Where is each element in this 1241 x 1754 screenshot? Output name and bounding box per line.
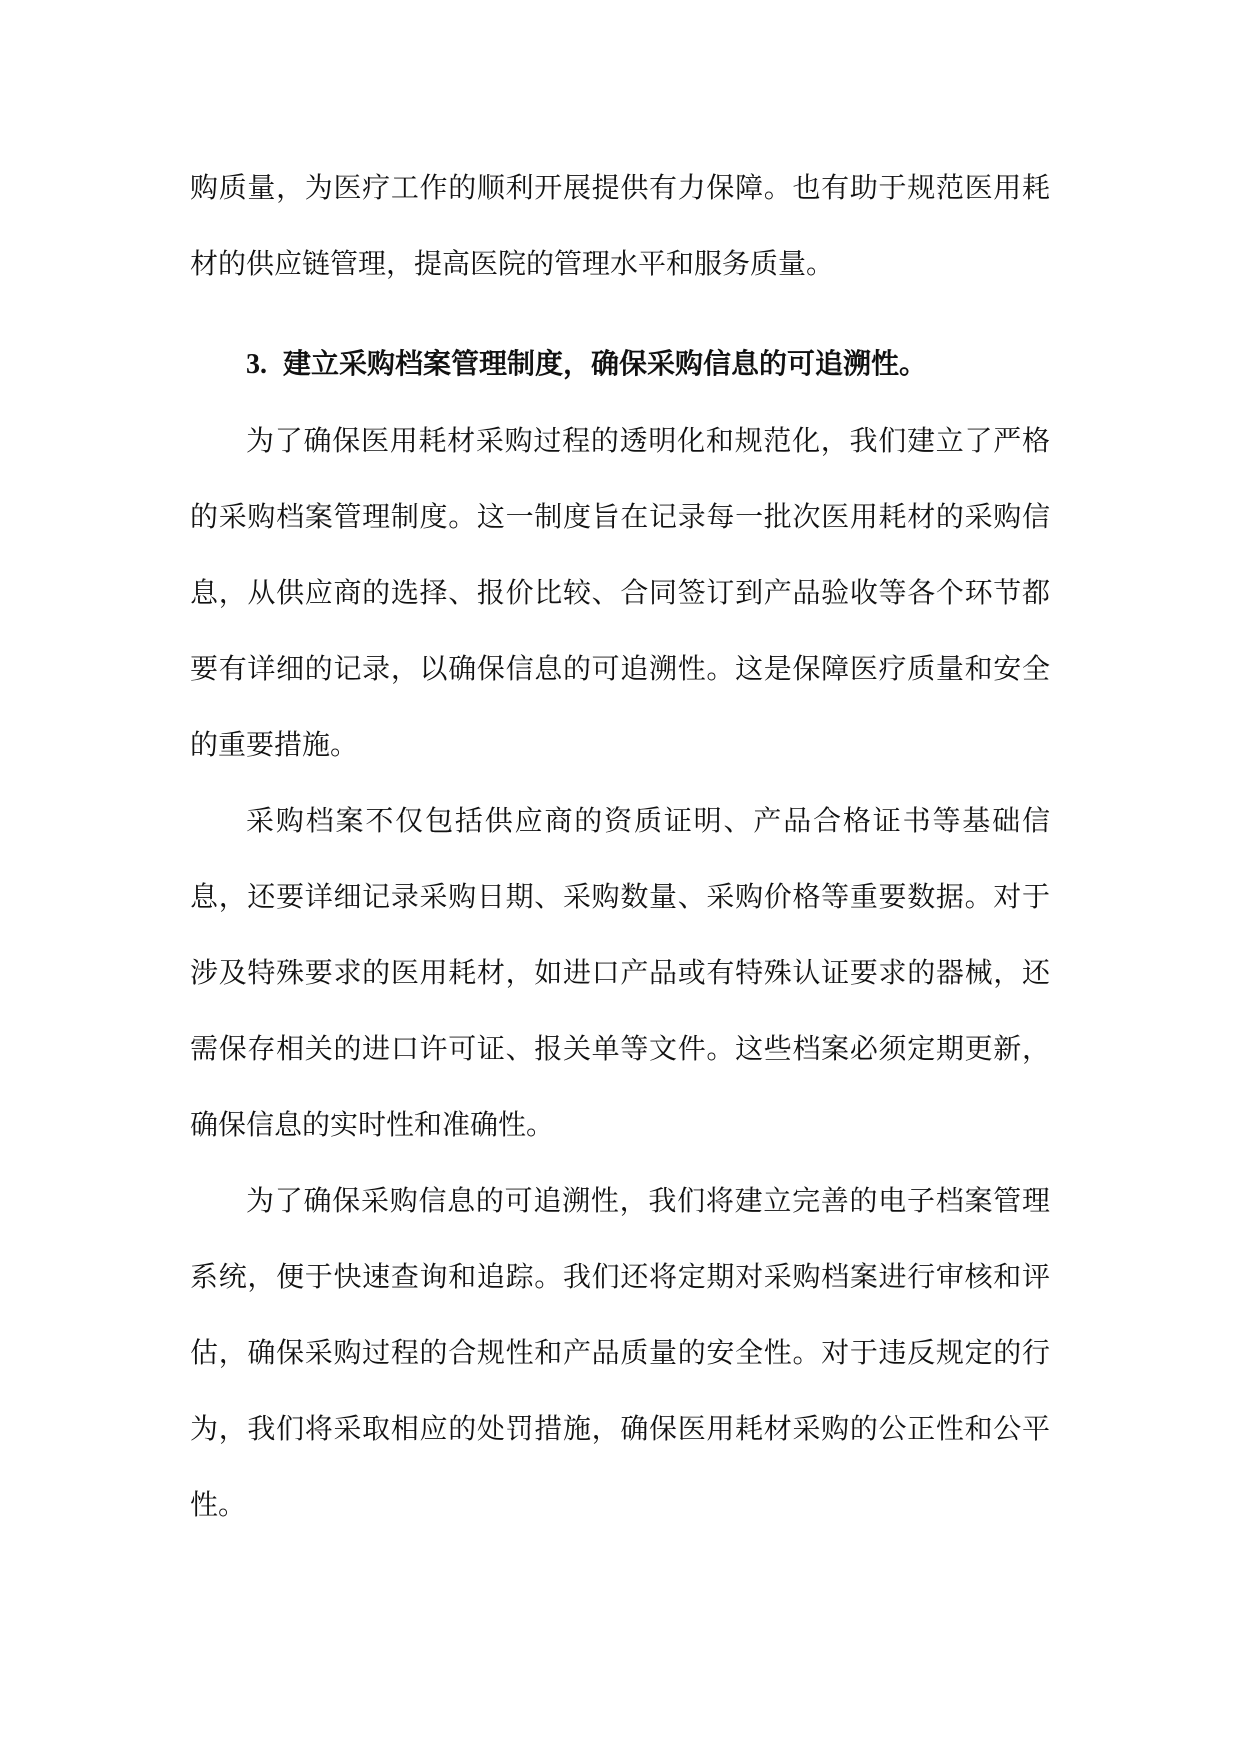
section-title: 建立采购档案管理制度，确保采购信息的可追溯性。 <box>283 347 928 380</box>
section-heading <box>190 326 1050 403</box>
document-page <box>190 150 1050 1543</box>
continued-paragraph: 购质量，为医疗工作的顺利开展提供有力保障。也有助于规范医用耗材的供应链管理，提高医院的管理水平和服务质量。 <box>190 171 1050 280</box>
section-number: 3. <box>246 349 267 380</box>
body-paragraph: 为了确保医用耗材采购过程的透明化和规范化，我们建立了严格的采购档案管理制度。这一制度旨在记录每一批次医用耗材的采购信息，从供应商的选择、报价比较、合同签订到产品验收等各个环节都要有详细的记录，以确保信息的可追溯性。这是保障医疗质量和安全的重要措施。 <box>190 424 1050 761</box>
body-paragraph: 为了确保采购信息的可追溯性，我们将建立完善的电子档案管理系统，便于快速查询和追踪。我们还将定期对采购档案进行审核和评估，确保采购过程的合规性和产品质量的安全性。对于违反规定的行为，我们将采取相应的处罚措施，确保医用耗材采购的公正性和公平性。 <box>190 1184 1050 1521</box>
body-paragraph: 采购档案不仅包括供应商的资质证明、产品合格证书等基础信息，还要详细记录采购日期、采购数量、采购价格等重要数据。对于涉及特殊要求的医用耗材，如进口产品或有特殊认证要求的器械，还需保存相关的进口许可证、报关单等文件。这些档案必须定期更新，确保信息的实时性和准确性。 <box>190 804 1050 1141</box>
